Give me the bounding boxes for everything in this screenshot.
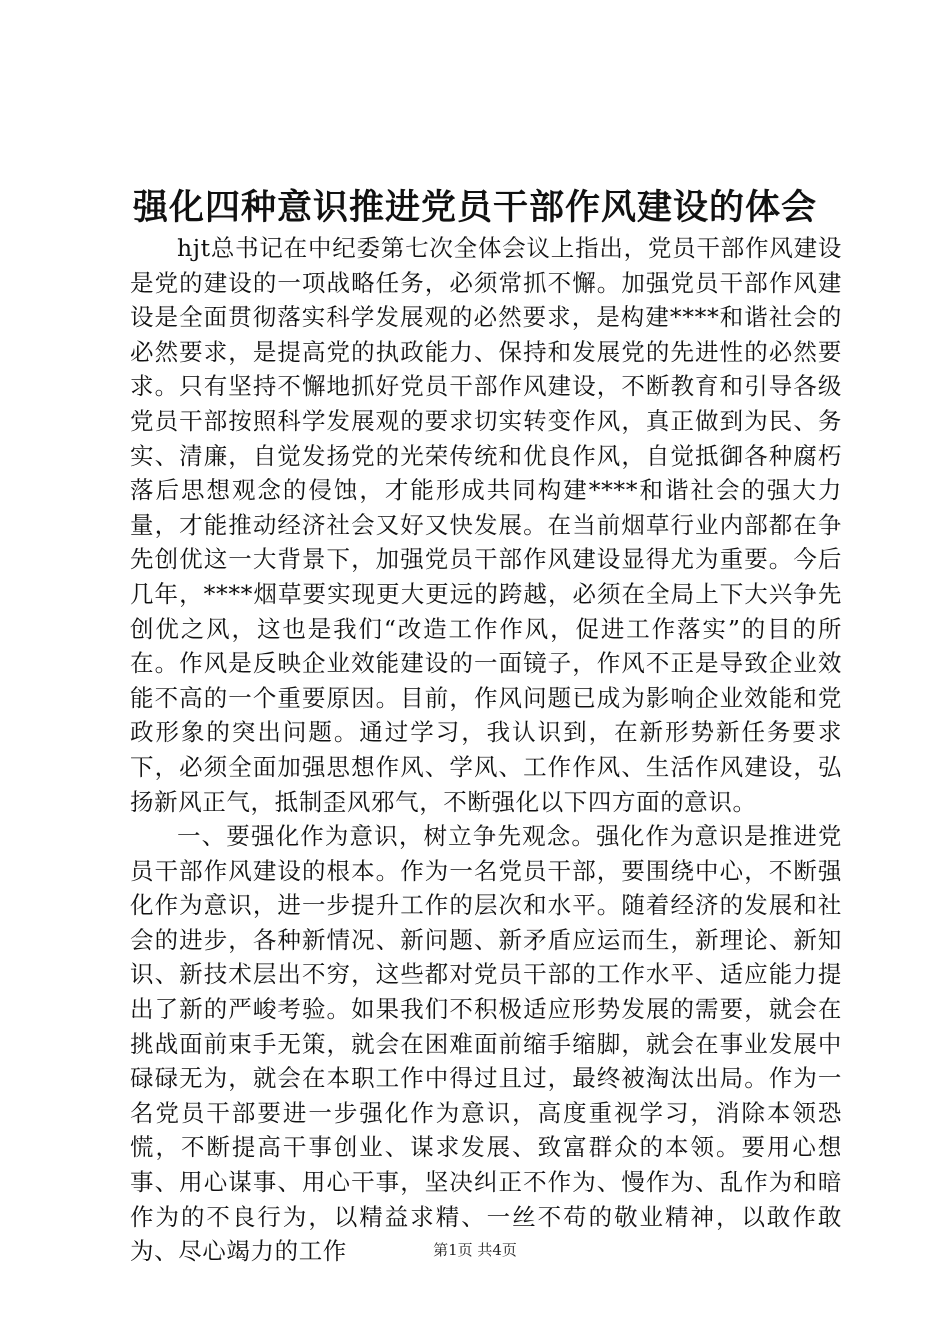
document-body xyxy=(130,231,842,1269)
document-title: 强化四种意识推进党员干部作风建设的体会 xyxy=(132,187,817,228)
page-number-footer: 第1页 共4页 xyxy=(433,1241,517,1259)
paragraph: hjt总书记在中纪委第七次全体会议上指出，党员干部作风建设是党的建设的一项战略任务，必须常抓不懈。加强党员干部作风建设是全面贯彻落实科学发展观的必然要求，是构建****和谐社会的必然要求，是提高党的执政能力、保持和发展党的先进性的必然要求。只有坚持不懈地抓好党员干部作风建设，不断教育和引导各级党员干部按照科学发展观的要求切实转变作风，真正做到为民、务实、清廉，自觉发扬党的光荣传统和优良作风，自觉抵御各种腐朽落后思想观念的侵蚀，才能形成共同构建****和谐社会的强大力量，才能推动经济社会又好又快发展。在当前烟草行业内部都在争先创优这一大背景下，加强党员干部作风建设显得尤为重要。今后几年，****烟草要实现更大更远的跨越，必须在全局上下大兴争先创优之风，这也是我们“改造工作作风，促进工作落实”的目的所在。作风是反映企业效能建设的一面镜子，作风不正是导致企业效能不高的一个重要原因。目前，作风问题已成为影响企业效能和党政形象的突出问题。通过学习，我认识到，在新形势新任务要求下，必须全面加强思想作风、学风、工作作风、生活作风建设，弘扬新风正气，抵制歪风邪气，不断强化以下四方面的意识。 xyxy=(130,234,842,816)
paragraph: 一、要强化作为意识，树立争先观念。强化作为意识是推进党员干部作风建设的根本。作为一名党员干部，要围绕中心，不断强化作为意识，进一步提升工作的层次和水平。随着经济的发展和社会的进步，各种新情况、新问题、新矛盾应运而生，新理论、新知识、新技术层出不穷，这些都对党员干部的工作水平、适应能力提出了新的严峻考验。如果我们不积极适应形势发展的需要，就会在挑战面前束手无策，就会在困难面前缩手缩脚，就会在事业发展中碌碌无为，就会在本职工作中得过且过，最终被淘汰出局。作为一名党员干部要进一步强化作为意识，高度重视学习，消除本领恐慌，不断提高干事创业、谋求发展、致富群众的本领。要用心想事、用心谋事、用心干事，坚决纠正不作为、慢作为、乱作为和暗作为的不良行为，以精益求精、一丝不苟的敬业精神，以敢作敢为、尽心竭力的工作 xyxy=(130,822,842,1266)
